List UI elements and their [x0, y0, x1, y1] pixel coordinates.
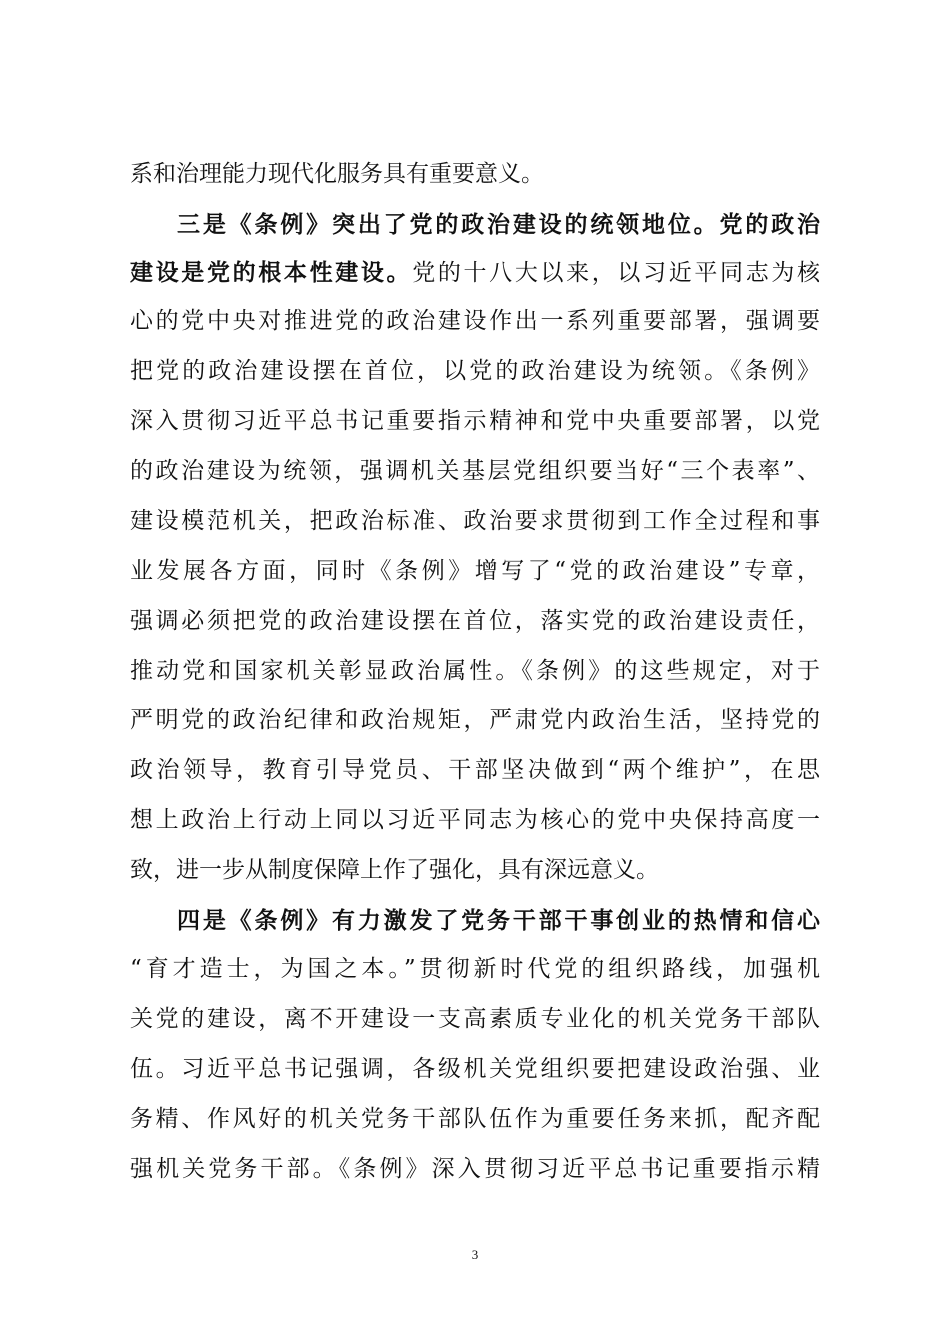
- page-number: 3: [471, 1247, 479, 1262]
- heading-line-point-three-cont: 建设是党的根本性建设。: [130, 260, 413, 286]
- body-line-9: 强调必须把党的政治建设摆在首位，落实党的政治建设责任，: [130, 608, 820, 634]
- heading-line-point-four: 四是《条例》有力激发了党务干部干事创业的热情和信心: [177, 908, 820, 934]
- body-line-17: 伍。习近平总书记强调，各级机关党组织要把建设政治强、业: [130, 1056, 820, 1082]
- body-line-5: 深入贯彻习近平总书记重要指示精神和党中央重要部署，以党: [130, 408, 820, 434]
- body-line-16: 关党的建设，离不开建设一支高素质专业化的机关党务干部队: [130, 1006, 820, 1032]
- body-line-3: 心的党中央对推进党的政治建设作出一系列重要部署，强调要: [130, 308, 820, 334]
- body-line-15: “育才造士，为国之本。”贯彻新时代党的组织路线，加强机: [130, 956, 820, 982]
- body-line-12: 政治领导，教育引导党员、干部坚决做到“两个维护”，在思: [130, 757, 820, 783]
- body-line-11: 严明党的政治纪律和政治规矩，严肃党内政治生活，坚持党的: [130, 707, 820, 733]
- body-line-10: 推动党和国家机关彰显政治属性。《条例》的这些规定，对于: [130, 658, 820, 684]
- body-line-6: 的政治建设为统领，强调机关基层党组织要当好“三个表率”、: [130, 458, 820, 484]
- body-line-18: 务精、作风好的机关党务干部队伍作为重要任务来抓，配齐配: [130, 1106, 820, 1132]
- body-line-14: 致，进一步从制度保障上作了强化，具有深远意义。: [130, 857, 659, 883]
- body-line-mixed: [130, 249, 820, 297]
- heading-line-point-three: 三是《条例》突出了党的政治建设的统领地位。党的政治: [177, 212, 820, 238]
- body-line-1: 系和治理能力现代化服务具有重要意义。: [130, 161, 544, 187]
- body-line-7: 建设模范机关，把政治标准、政治要求贯彻到工作全过程和事: [130, 508, 820, 534]
- body-text-segment: 党的十八大以来，以习近平同志为核: [412, 260, 821, 286]
- body-line-8: 业发展各方面，同时《条例》增写了“党的政治建设”专章，: [130, 558, 820, 584]
- body-line-19: 强机关党务干部。《条例》深入贯彻习近平总书记重要指示精: [130, 1156, 820, 1182]
- body-line-4: 把党的政治建设摆在首位，以党的政治建设为统领。《条例》: [130, 358, 820, 384]
- body-line-13: 想上政治上行动上同以习近平同志为核心的党中央保持高度一: [130, 807, 820, 833]
